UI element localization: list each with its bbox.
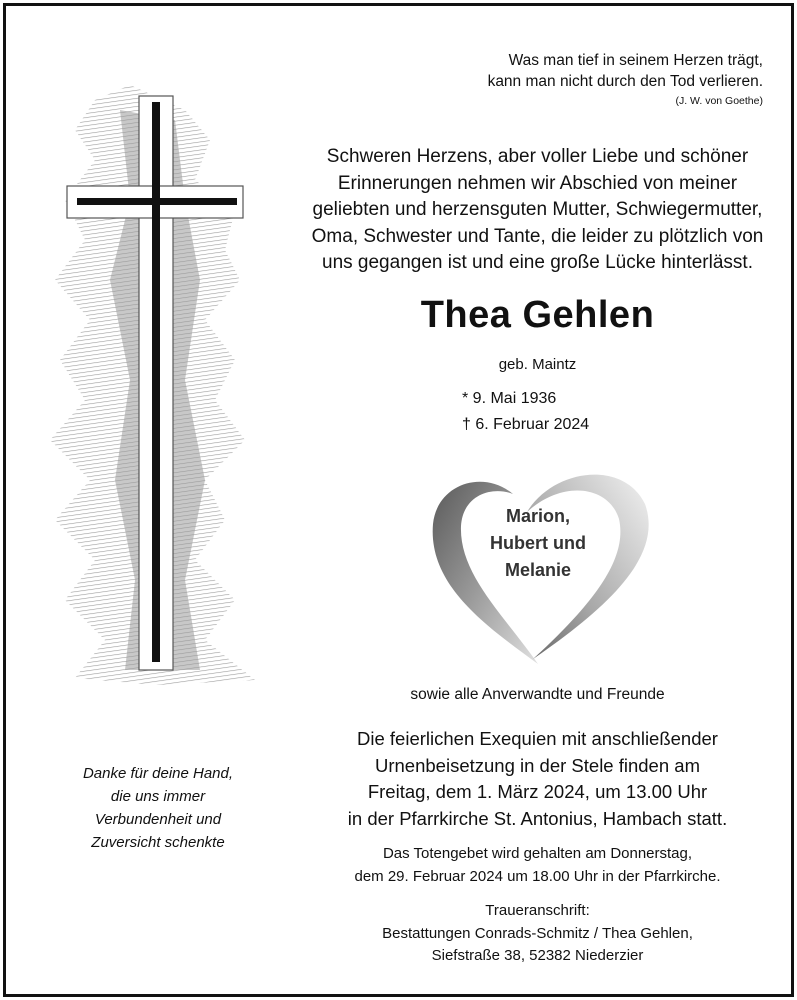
address-heading: Traueranschrift: bbox=[485, 902, 590, 919]
deceased-name: Thea Gehlen bbox=[420, 294, 655, 336]
mourning-address bbox=[290, 900, 785, 968]
address-line: Bestattungen Conrads-Schmitz / Thea Gehlen, bbox=[382, 924, 693, 942]
goethe-quote bbox=[403, 50, 763, 110]
life-dates bbox=[462, 386, 589, 438]
prayer-details bbox=[290, 842, 785, 888]
birth-name: geb. Maintz bbox=[498, 356, 577, 373]
thanks-line: Verbundenheit und bbox=[94, 811, 222, 828]
funeral-line: Die feierlichen Exequien mit anschließender bbox=[357, 728, 718, 749]
heart-line: Marion, bbox=[505, 506, 570, 526]
thanks-verse bbox=[40, 762, 276, 854]
funeral-line: Urnenbeisetzung in der Stele finden am bbox=[375, 754, 700, 776]
intro-line: uns gegangen ist und eine große Lücke hinterlässt. bbox=[322, 252, 753, 273]
heart-line: Melanie bbox=[504, 560, 572, 580]
thanks-line: Danke für deine Hand, bbox=[82, 765, 234, 782]
heart-line: Hubert und bbox=[490, 533, 586, 553]
intro-line: Erinnerungen nehmen wir Abschied von meiner bbox=[337, 172, 738, 194]
birth-date: * 9. Mai 1936 bbox=[462, 390, 557, 407]
heart-names bbox=[458, 503, 618, 584]
cross-icon bbox=[35, 80, 285, 700]
intro-text bbox=[290, 144, 785, 277]
funeral-line: in der Pfarrkirche St. Antonius, Hambach statt. bbox=[347, 807, 728, 829]
prayer-line: dem 29. Februar 2024 um 18.00 Uhr in der Pfarrkirche. bbox=[354, 868, 721, 885]
address-line: Siefstraße 38, 52382 Niederzier bbox=[431, 947, 644, 964]
intro-line: geliebten und herzensguten Mutter, Schwiegermutter, bbox=[312, 199, 763, 220]
quote-line: Was man tief in seinem Herzen trägt, bbox=[508, 52, 763, 69]
thanks-line: Zuversicht schenkte bbox=[91, 834, 225, 851]
quote-source: (J. W. von Goethe) bbox=[675, 95, 763, 107]
thanks-line: die uns immer bbox=[110, 788, 206, 805]
death-date: † 6. Februar 2024 bbox=[462, 416, 590, 433]
quote-line: kann man nicht durch den Tod verlieren. bbox=[487, 73, 763, 90]
intro-line: Schweren Herzens, aber voller Liebe und schöner bbox=[326, 146, 749, 167]
funeral-details bbox=[290, 726, 785, 832]
relatives-line: sowie alle Anverwandte und Freunde bbox=[410, 686, 665, 703]
funeral-line: Freitag, dem 1. März 2024, um 13.00 Uhr bbox=[367, 781, 708, 802]
prayer-line: Das Totengebet wird gehalten am Donnerstag, bbox=[382, 845, 693, 862]
intro-line: Oma, Schwester und Tante, die leider zu plötzlich von bbox=[311, 225, 764, 247]
